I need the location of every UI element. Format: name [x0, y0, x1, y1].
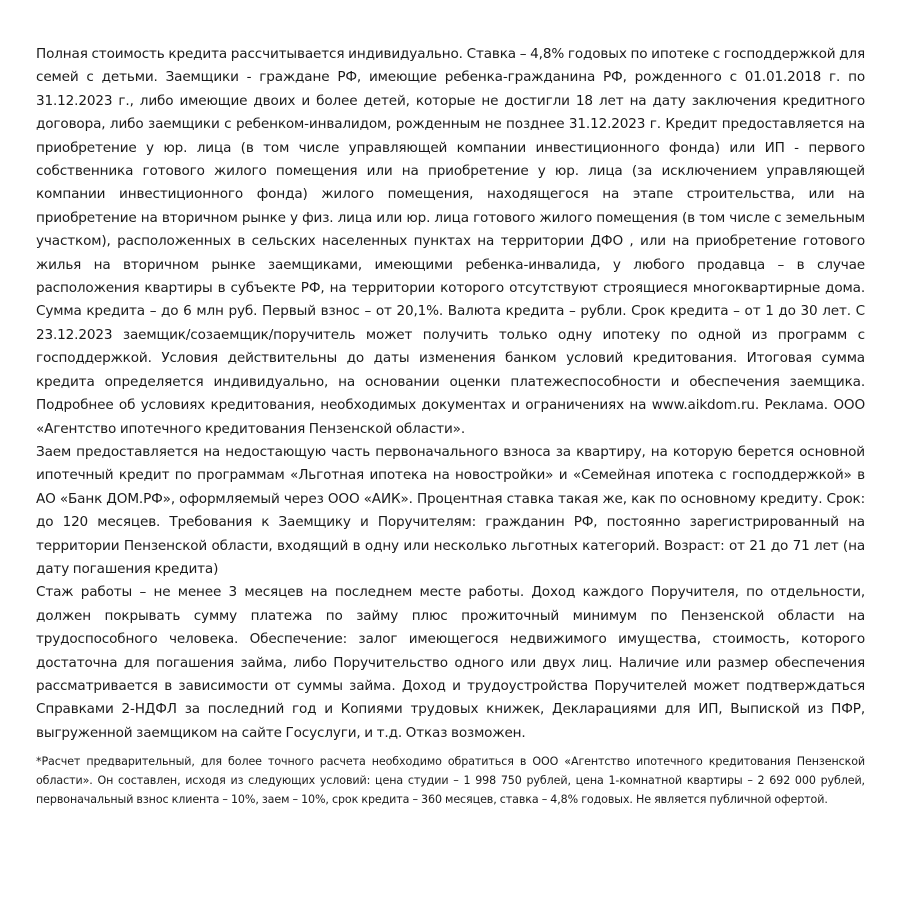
calculation-footnote: *Расчет предварительный, для более точного расчета необходимо обратиться в ООО «Агентство ипотечного кредитования Пензенской области». Он составлен, исходя из следующих условий: цена студии – 1 998 750 рублей, цена 1-комнатной квартиры – 2 692 000 рублей, первоначальный взнос клиента – 10%, заем – 10%, срок кредита – 360 месяцев, ставка – 4,8% годовых. Не является публичной офертой. [36, 755, 865, 806]
loan-terms-paragraph: Заем предоставляется на недостающую часть первоначального взноса за квартиру, на которую берется основной ипотечный кредит по программам «Льготная ипотека на новостройки» и «Семейная ипотека с господдержкой» в АО «Банк ДОМ.РФ», оформляемый через ООО «АИК». Процентная ставка такая же, как по основному кредиту. Срок: до 120 месяцев. Требования к Заемщику и Поручителям: гражданин РФ, постоянно зарегистрированный на территории Пензенской области, входящий в одну или несколько льготных категорий. Возраст: от 21 до 71 лет (на дату погашения кредита) [36, 443, 865, 577]
mortgage-terms-paragraph: Полная стоимость кредита рассчитывается индивидуально. Ставка – 4,8% годовых по ипотеке с господдержкой для семей с детьми. Заемщики - граждане РФ, имеющие ребенка-гражданина РФ, рожденного с 01.01.2018 г. по 31.12.2023 г., либо имеющие двоих и более детей, которые не достигли 18 лет на дату заключения кредитного договора, либо заемщики с ребенком-инвалидом, рожденным не позднее 31.12.2023 г. Кредит предоставляется на приобретение у юр. лица (в том числе управляющей компании инвестиционного фонда) или ИП - первого собственника готового жилого помещения или на приобретение у юр. лица (за исключением управляющей компании инвестиционного фонда) жилого помещения, находящегося на этапе строительства, или на приобретение на вторичном рынке у физ. лица или юр. лица готового жилого помещения (в том числе с земельным участком), расположенных в сельских населенных пунктах на территории ДФО , или на приобретение готового жилья на вторичном рынке заемщиками, имеющими ребенка-инвалида, у любого продавца – в случае расположения квартиры в субъекте РФ, на территории которого отсутствуют строящиеся многоквартирные дома. Сумма кредита – до 6 млн руб. Первый взнос – от 20,1%. Валюта кредита – рубли. Срок кредита – от 1 до 30 лет. С 23.12.2023 заемщик/созаемщик/поручитель может получить только одну ипотеку по одной из программ с господдержкой. Условия действительны до даты изменения банком условий кредитования. Итоговая сумма кредита определяется индивидуально, на основании оценки платежеспособности и обеспечения заемщика. Подробнее об условиях кредитования, необходимых документах и ограничениях на www.aikdom.ru. Реклама. ООО «Агентство ипотечного кредитования Пензенской области». [36, 46, 865, 437]
guarantor-requirements-paragraph: Стаж работы – не менее 3 месяцев на последнем месте работы. Доход каждого Поручителя, по отдельности, должен покрывать сумму платежа по займу плюс прожиточный минимум по Пензенской области на трудоспособного человека. Обеспечение: залог имеющегося недвижимого имущества, стоимость, которого достаточна для погашения займа, либо Поручительство одного или двух лиц. Наличие или размер обеспечения рассматривается в зависимости от суммы займа. Доход и трудоустройства Поручителей может подтверждаться Справками 2-НДФЛ за последний год и Копиями трудовых книжек, Декларациями для ИП, Выпиской из ПФР, выгруженной заемщиком на сайте Госуслуги, и т.д. Отказ возможен. [36, 584, 865, 741]
legal-disclaimer-page [36, 43, 865, 810]
